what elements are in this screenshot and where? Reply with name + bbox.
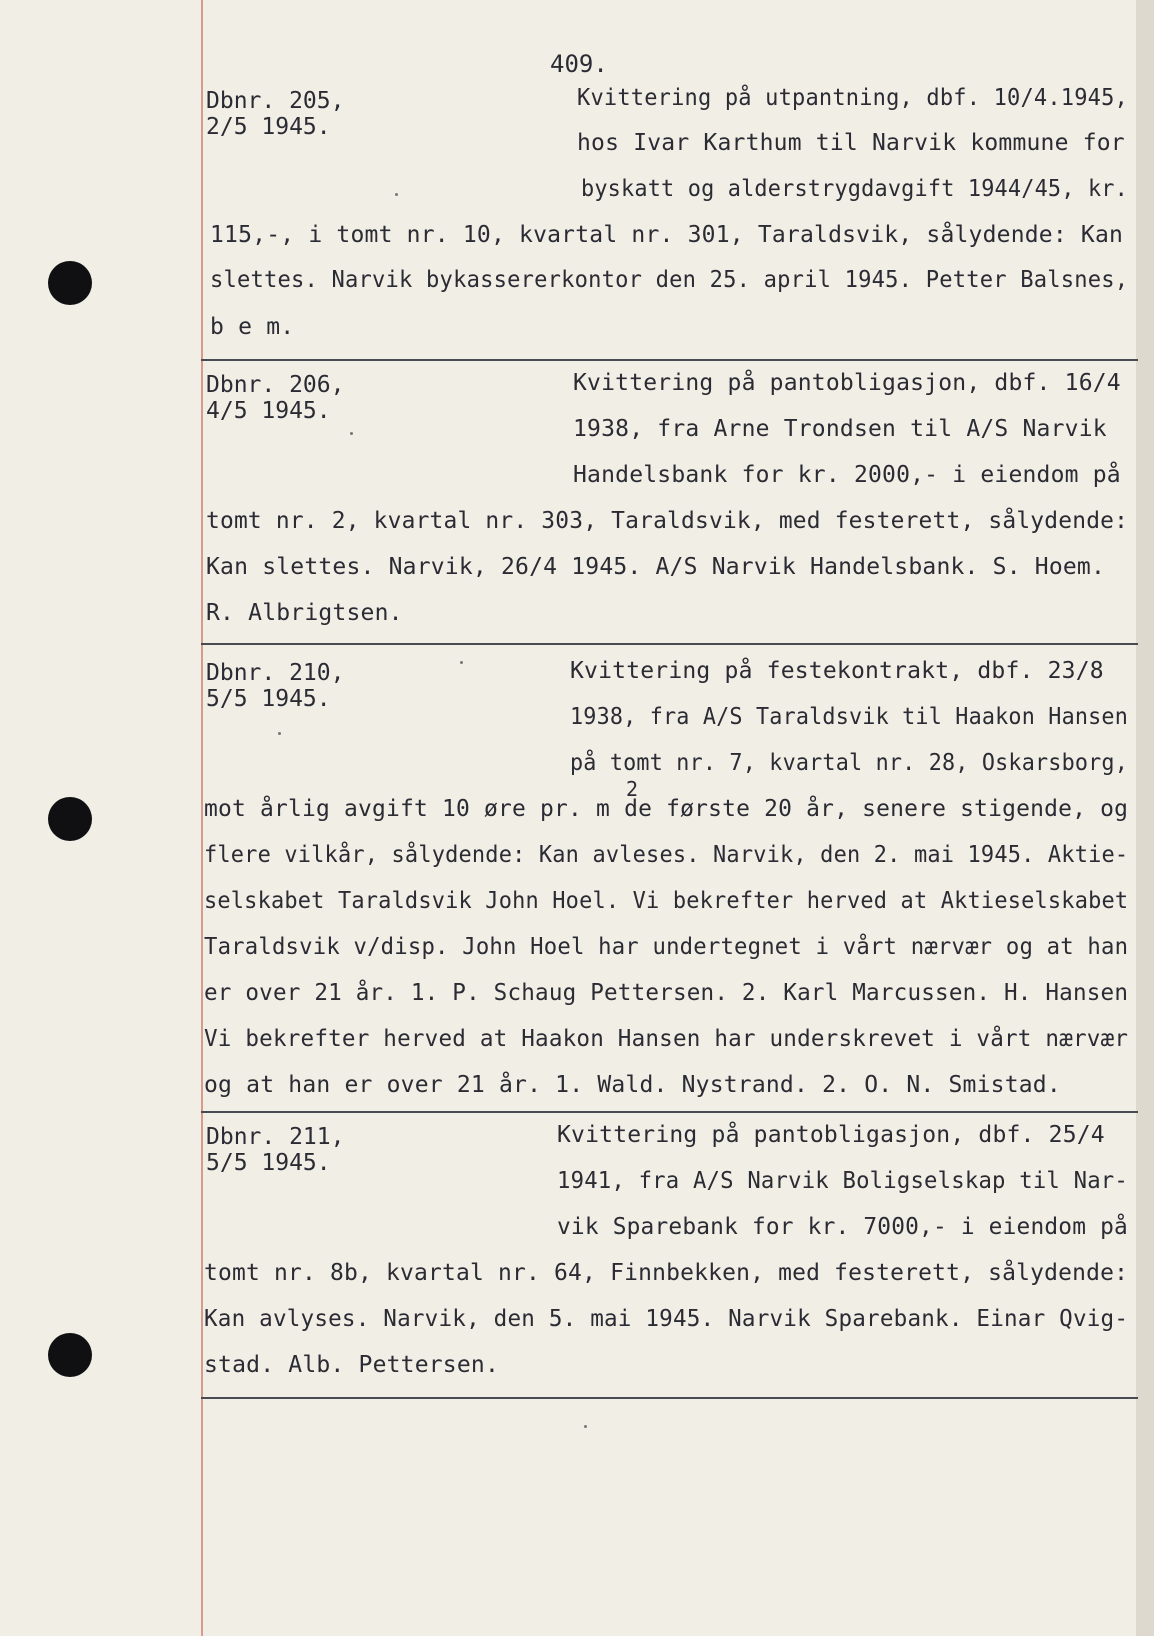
entry-205-line: b e m. [210,314,295,340]
entry-210-line: Taraldsvik v/disp. John Hoel har undertegnet i vårt nærvær og at han [204,934,1129,960]
entry-211-line: tomt nr. 8b, kvartal nr. 64, Finnbekken, med festerett, sålydende: [204,1260,1129,1286]
entry-206-line: R. Albrigtsen. [206,600,403,626]
paper-speck [278,732,281,735]
entry-211-date: 5/5 1945. [206,1150,331,1176]
page-edge-shadow [1136,0,1154,1636]
paper-speck [395,193,398,196]
entry-205-date: 2/5 1945. [206,114,331,140]
entry-210-superscript: 2 [626,777,639,801]
entry-210-line: mot årlig avgift 10 øre pr. m de første 20 år, senere stigende, og [204,796,1129,822]
binder-hole-bottom [48,1333,92,1377]
entry-206-line: Kan slettes. Narvik, 26/4 1945. A/S Narvik Handelsbank. S. Hoem. [206,554,1106,580]
entry-205-line: slettes. Narvik bykassererkontor den 25. april 1945. Petter Balsnes, [210,267,1129,293]
entry-210-line: Vi bekrefter herved at Haakon Hansen har underskrevet i vårt nærvær [204,1026,1129,1052]
binder-hole-middle [48,797,92,841]
paper-speck [350,432,353,435]
entry-211-line: Kan avlyses. Narvik, den 5. mai 1945. Narvik Sparebank. Einar Qvig- [204,1306,1129,1332]
entry-210-line: er over 21 år. 1. P. Schaug Pettersen. 2. Karl Marcussen. H. Hansen [204,980,1129,1006]
entry-separator-rule [201,1111,1138,1113]
entry-211-line: stad. Alb. Pettersen. [204,1352,499,1378]
entry-210-id: Dbnr. 210, [206,660,345,686]
entry-205-line: hos Ivar Karthum til Narvik kommune for [577,130,1125,156]
entry-210-line: selskabet Taraldsvik John Hoel. Vi bekrefter herved at Aktieselskabet [204,888,1129,914]
entry-separator-rule [201,1397,1138,1399]
binder-hole-top [48,261,92,305]
entry-separator-rule [201,359,1138,361]
entry-211-line: 1941, fra A/S Narvik Boligselskap til Nar- [557,1168,1128,1194]
entry-205-line: Kvittering på utpantning, dbf. 10/4.1945, [577,85,1128,111]
entry-206-line: Handelsbank for kr. 2000,- i eiendom på [573,462,1121,488]
entry-210-line: på tomt nr. 7, kvartal nr. 28, Oskarsborg, [570,750,1129,776]
entry-210-line: 1938, fra A/S Taraldsvik til Haakon Hansen [570,704,1129,730]
entry-separator-rule [201,643,1138,645]
entry-210-line: flere vilkår, sålydende: Kan avleses. Narvik, den 2. mai 1945. Aktie- [204,842,1129,868]
entry-211-line: vik Sparebank for kr. 7000,- i eiendom på [557,1214,1128,1240]
paper-speck [460,661,463,664]
entry-210-line: Kvittering på festekontrakt, dbf. 23/8 [570,658,1104,684]
entry-205-line: 115,-, i tomt nr. 10, kvartal nr. 301, Taraldsvik, sålydende: Kan [210,222,1124,248]
entry-206-id: Dbnr. 206, [206,372,345,398]
entry-205-id: Dbnr. 205, [206,88,345,114]
entry-206-line: tomt nr. 2, kvartal nr. 303, Taraldsvik, med festerett, sålydende: [206,508,1129,534]
entry-210-line: og at han er over 21 år. 1. Wald. Nystrand. 2. O. N. Smistad. [204,1072,1061,1098]
paper-speck [584,1425,587,1428]
entry-210-date: 5/5 1945. [206,686,331,712]
entry-206-date: 4/5 1945. [206,398,331,424]
entry-206-line: 1938, fra Arne Trondsen til A/S Narvik [573,416,1107,442]
entry-211-line: Kvittering på pantobligasjon, dbf. 25/4 [557,1122,1105,1148]
entry-206-line: Kvittering på pantobligasjon, dbf. 16/4 [573,370,1121,396]
entry-211-id: Dbnr. 211, [206,1124,345,1150]
page-number: 409. [550,50,608,78]
entry-205-line: byskatt og alderstrygdavgift 1944/45, kr. [581,176,1128,202]
red-margin-line [201,0,203,1636]
